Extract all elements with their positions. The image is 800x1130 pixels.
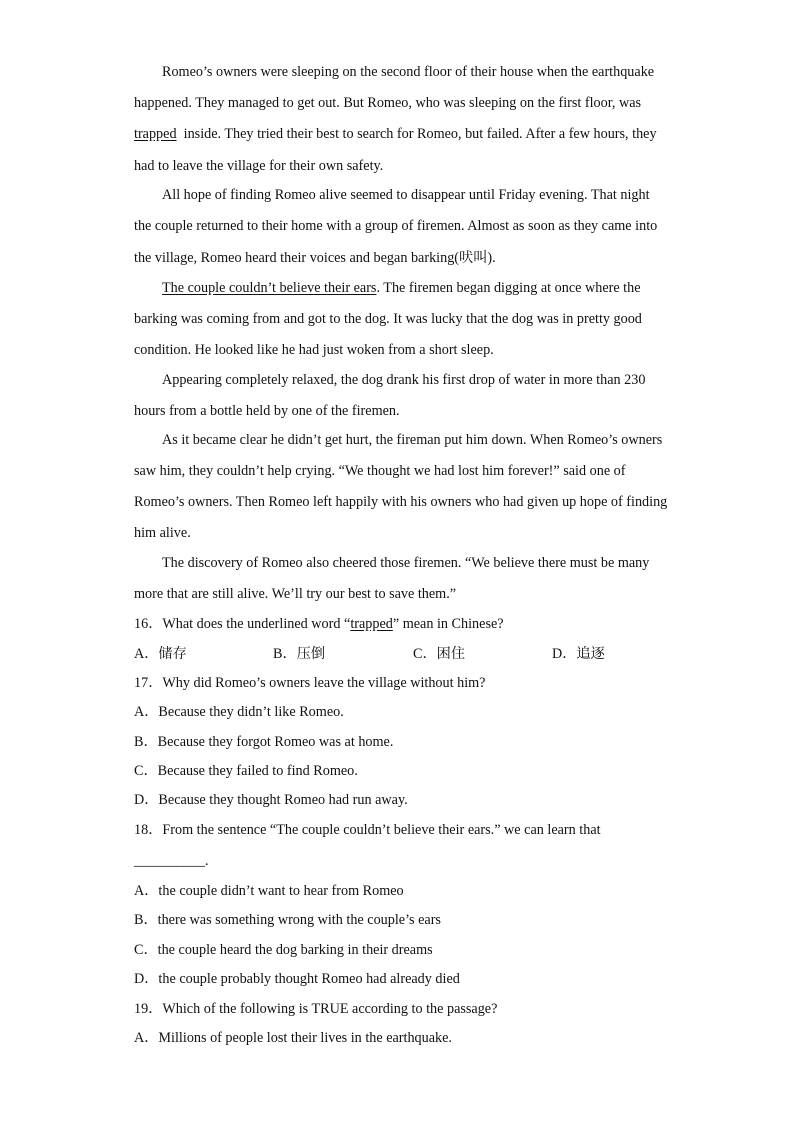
passage-line: condition. He looked like he had just woken from a short sleep. <box>134 342 494 358</box>
passage-line: Romeo’s owners were sleeping on the second floor of their house when the earthquake <box>162 64 655 80</box>
passage-line: barking was coming from and got to the dog. It was lucky that the dog was in pretty good <box>134 311 642 327</box>
q18-option-c: C．the couple heard the dog barking in their dreams <box>134 942 433 958</box>
passage-line: All hope of finding Romeo alive seemed to disappear until Friday evening. That night <box>162 187 650 203</box>
passage-line: As it became clear he didn’t get hurt, the fireman put him down. When Romeo’s owners <box>162 432 663 448</box>
question-19-stem: 19．Which of the following is TRUE according to the passage? <box>134 1001 498 1017</box>
passage-line: more that are still alive. We’ll try our best to save them.” <box>134 586 457 602</box>
q18-option-a: A．the couple didn’t want to hear from Romeo <box>134 883 404 899</box>
q17-option-a: A．Because they didn’t like Romeo. <box>134 704 344 720</box>
q16-option-c: C．困住 <box>413 646 466 662</box>
q16-option-a: A．储存 <box>134 646 187 662</box>
passage-line <box>134 125 657 143</box>
question-18-blank: __________. <box>134 853 209 869</box>
q17-option-b: B．Because they forgot Romeo was at home. <box>134 734 394 750</box>
passage-line: hours from a bottle held by one of the firemen. <box>134 403 400 419</box>
q16-option-d: D．追逐 <box>552 646 605 662</box>
underlined-sentence: The couple couldn’t believe their ears <box>162 280 377 296</box>
passage-text: . The firemen began digging at once where the <box>376 280 641 296</box>
question-16-stem <box>134 615 504 633</box>
passage-line: saw him, they couldn’t help crying. “We thought we had lost him forever!” said one of <box>134 463 626 479</box>
passage-line: him alive. <box>134 525 191 541</box>
passage-line <box>162 279 641 297</box>
passage-line: happened. They managed to get out. But Romeo, who was sleeping on the first floor, was <box>134 95 642 111</box>
passage-line: The discovery of Romeo also cheered those firemen. “We believe there must be many <box>162 555 650 571</box>
q19-option-a: A．Millions of people lost their lives in the earthquake. <box>134 1030 452 1046</box>
underlined-word-trapped: trapped <box>350 616 393 632</box>
q17-option-d: D．Because they thought Romeo had run away. <box>134 792 408 808</box>
passage-text: inside. They tried their best to search for Romeo, but failed. After a few hours, they <box>176 126 657 142</box>
q18-option-b: B．there was something wrong with the couple’s ears <box>134 912 441 928</box>
passage-line: the village, Romeo heard their voices and began barking(吠叫). <box>134 250 496 266</box>
question-text: ” mean in Chinese? <box>392 616 504 632</box>
q16-option-b: B．压倒 <box>273 646 326 662</box>
passage-line: had to leave the village for their own safety. <box>134 158 384 174</box>
q17-option-c: C．Because they failed to find Romeo. <box>134 763 358 779</box>
passage-line: Appearing completely relaxed, the dog drank his first drop of water in more than 230 <box>162 372 646 388</box>
underlined-word-trapped: trapped <box>134 126 177 142</box>
question-18-stem: 18．From the sentence “The couple couldn’t believe their ears.” we can learn that <box>134 822 601 838</box>
question-17-stem: 17．Why did Romeo’s owners leave the village without him? <box>134 675 486 691</box>
passage-line: the couple returned to their home with a group of firemen. Almost as soon as they came into <box>134 218 658 234</box>
question-text: 16．What does the underlined word “ <box>134 616 351 632</box>
passage-line: Romeo’s owners. Then Romeo left happily with his owners who had given up hope of finding <box>134 494 668 510</box>
q18-option-d: D．the couple probably thought Romeo had already died <box>134 971 460 987</box>
